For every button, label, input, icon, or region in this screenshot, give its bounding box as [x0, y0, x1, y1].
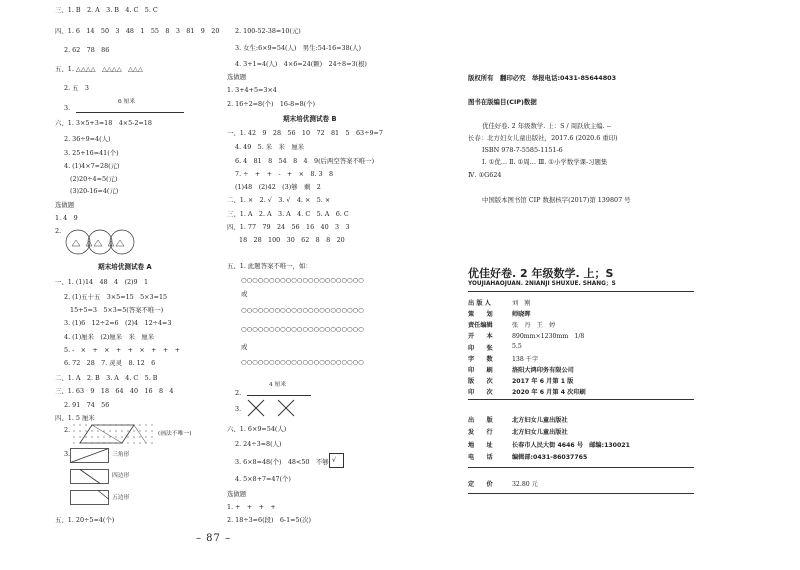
shape-pentagon-cut — [70, 490, 110, 506]
info-label: 字 数 — [468, 356, 493, 363]
answer-line: 3. 6×8=48(个) 48<50 不够 — [235, 458, 329, 466]
info-value: 2017 年 6 月第 1 版 — [512, 378, 574, 385]
publisher-label: 电 话 — [468, 454, 493, 461]
answer-line: 3. 25+16=41(个) — [64, 149, 119, 157]
measure-line — [76, 112, 184, 113]
answer-line: 2. — [235, 389, 242, 397]
shape-label: 五边形 — [112, 495, 130, 501]
price-label: 定 价 — [468, 481, 493, 488]
answer-line: 四、1. 77 79 24 56 16 40 3 3 — [227, 223, 350, 231]
cip-title: 图书在版编目(CIP)数据 — [468, 98, 537, 106]
info-value: 138 千字 — [512, 356, 539, 363]
answer-line: 3. — [235, 405, 242, 413]
measure-label: 6 厘米 — [118, 99, 136, 105]
publisher-label: 出 版 — [468, 417, 493, 424]
answer-line: 2. 62 78 86 — [64, 46, 110, 54]
info-value: 张 丹 王 婷 — [512, 322, 556, 329]
shape-quadrilateral-cut — [70, 469, 110, 485]
info-value: 师晓晖 — [512, 311, 531, 318]
info-value: 890mm×1230mm 1/8 — [512, 333, 585, 340]
answer-line: 4. 49 5. 米 米 厘米 — [235, 143, 305, 151]
measure-line — [247, 395, 311, 396]
answer-line: 六、1. 3×5+3=18 4×5-2=18 — [55, 119, 152, 127]
answer-line: 2. 16÷2=8(个) 16-8=8(个) — [227, 100, 316, 108]
answer-line: 5. - × + × + + × + + + — [64, 346, 180, 354]
answer-line: 2. 五 3 — [64, 84, 89, 92]
answer-line: 选做题 — [55, 201, 75, 209]
price-value: 32.80 元 — [512, 481, 538, 488]
publisher-label: 地 址 — [468, 442, 493, 449]
answer-line: 三、1. A 2. A 3. A 4. C 5. A 6. C — [227, 210, 349, 218]
info-label: 版 次 — [468, 378, 493, 385]
shape-label: 三角形 — [112, 452, 130, 458]
answer-line: 3. — [64, 104, 71, 112]
answer-line: 三、1. B 2. A 3. B 4. C 5. C — [55, 6, 158, 14]
measure-label: 4 厘米 — [269, 382, 287, 388]
info-label: 开 本 — [468, 333, 493, 340]
book-pinyin: YOUJIAHAOJUAN. 2NIANJI SHUXUE. SHANG；S — [468, 281, 616, 287]
divider — [468, 399, 694, 400]
answer-line: 或 — [241, 290, 248, 298]
answer-line: 2. 24÷3=8(人) — [235, 440, 282, 448]
answer-line: 4. 5×8+7=47(个) — [235, 475, 291, 483]
answer-line: 2. — [55, 227, 62, 235]
answer-line: 4. (1)4×7=28(元) — [64, 162, 120, 170]
info-value: 刘 刚 — [512, 300, 531, 307]
answer-line: (2)20÷4=5(元) — [70, 175, 118, 183]
answer-line: 五、1. △△△△ △△△△ △△△ — [55, 65, 143, 73]
answer-line: 2. — [64, 426, 71, 434]
circle-row: ○○○○○○○○○○○○○○○○○○○○○○ — [241, 306, 364, 314]
info-value: 2020 年 6 月第 4 次印刷 — [512, 389, 586, 396]
cip-line: Ⅰ. ①优… Ⅱ. ①周… Ⅲ. ①小学数学课-习题集 — [482, 158, 608, 166]
copyright-page — [460, 0, 760, 570]
answer-line: 1. 4 9 — [55, 214, 78, 222]
answer-line: 五、1. 此题答案不唯一，如： — [227, 262, 312, 270]
info-label: 印 次 — [468, 389, 493, 396]
answer-line: 一、1. 42 9 28 56 10 72 81 5 63÷9=7 — [227, 129, 383, 137]
answer-line: 一、1. (1)14 48 4 (2)9 1 — [55, 278, 149, 286]
answer-note: (画法不唯一) — [158, 431, 192, 437]
copyright-notice: 版权所有 翻印必究 举报电话:0431-85644803 — [468, 74, 617, 82]
info-label: 责任编辑 — [468, 322, 493, 329]
publisher-value: 长春市人民大街 4646 号 邮编:130021 — [512, 442, 630, 449]
answer-line: 6. 72 28 7. 灵灵 8. 12 6 — [64, 359, 156, 367]
check-mark: √ — [332, 456, 337, 464]
cip-line: 优佳好卷. 2 年级数学. 上：S / 周跃欣主编. -- — [482, 122, 612, 130]
answer-line: 3. — [64, 450, 71, 458]
section-title: 期末培优测试卷 A — [98, 263, 152, 271]
info-label: 印 刷 — [468, 367, 493, 374]
info-value: 5.5 — [512, 343, 522, 350]
answer-line: 2. 18÷3=6(段) 6-1=5(次) — [227, 516, 311, 524]
answer-line: 1. 3+4+5=3×4 — [227, 86, 277, 94]
answer-line: 1. + + + + — [227, 503, 276, 511]
divider — [468, 493, 694, 494]
answer-line: 2. (1)五十五 3×5=15 5×3=15 — [64, 293, 168, 301]
section-title: 期末培优测试卷 B — [283, 115, 337, 123]
publisher-value: 北方妇女儿童出版社 — [512, 417, 568, 424]
divider — [468, 291, 694, 292]
shape-label: 四边形 — [112, 473, 130, 479]
answer-line: 四、1. 5 厘米 — [55, 414, 95, 422]
answer-line: 2. 91 74 56 — [64, 401, 110, 409]
answer-line: 六、1. 6×9=54(人) — [227, 425, 287, 433]
answer-line: 或 — [241, 343, 248, 351]
venn-diagram — [60, 224, 145, 256]
answer-line: 2. 36÷9=4(人) — [64, 135, 111, 143]
circle-row: ○○○○○○○○○○○○○○○○○○○○○○ — [241, 276, 364, 284]
info-label: 出 版 人 — [468, 300, 491, 307]
info-value: 洛阳大鸿印务有限公司 — [512, 367, 574, 374]
page-number: – 87 – — [196, 533, 232, 544]
publisher-value: 编辑部:0431-86037765 — [512, 454, 588, 461]
answer-line: 4. (1)厘米 (2)厘米 米 厘米 — [64, 333, 155, 341]
cip-line: 中国版本图书馆 CIP 数据核字(2017)第 139807 号 — [482, 196, 631, 204]
info-label: 策 划 — [468, 311, 493, 318]
answer-line: 选做题 — [227, 490, 247, 498]
cip-line: Ⅳ. ①G624 — [468, 171, 502, 179]
crossed-sticks-figure — [247, 399, 297, 417]
left-answer-column — [0, 0, 230, 570]
middle-answer-column — [225, 0, 440, 570]
divider — [468, 467, 694, 468]
answer-line: 二、1. A 2. B 3. A 4. C 5. B — [55, 374, 158, 382]
answer-line: 3. (1)6 12÷2=6 (2)4 12÷4=3 — [64, 319, 172, 327]
answer-line: 4. 3+1=4(人) 4×6=24(颗) 24÷8=3(根) — [235, 60, 367, 68]
answer-line: 选做题 — [227, 73, 247, 81]
shape-triangle-cut — [70, 448, 110, 464]
answer-line: (3)20-16=4(元) — [70, 187, 119, 195]
answer-line: 18 28 100 30 62 8 8 20 — [239, 236, 345, 244]
info-label: 印 张 — [468, 345, 493, 352]
book-title: 优佳好卷. 2 年级数学. 上；S — [468, 267, 614, 280]
answer-line: 3. 女生:6×9=54(人) 男生:54-16=38(人) — [235, 44, 362, 52]
answer-line: 7. ÷ + + - + × 8. 3 8 — [235, 170, 334, 178]
cip-line: 长春：北方妇女儿童出版社，2017.6 (2020.6 重印) — [468, 134, 618, 142]
answer-line: 四、1. 6 14 50 3 48 1 55 8 3 81 9 20 — [55, 27, 220, 35]
answer-line: (1)48 (2)42 (3)够 剩 2 — [235, 183, 321, 191]
answer-line: 二、1. × 2. √ 3. √ 4. × 5. × — [227, 196, 331, 204]
circle-row: ○○○○○○○○○○○○○○○○○○○○○○ — [241, 325, 364, 333]
publisher-value: 北方妇女儿童出版社 — [512, 429, 568, 436]
answer-line: 6. 4 81 8 54 8 4 9(后两空答案不唯一) — [235, 157, 375, 165]
dot-grid-parallelogram — [72, 423, 154, 445]
cip-line: ISBN 978-7-5585-1151-6 — [482, 146, 563, 154]
answer-line: 15+5=3 5×3=5(答案不唯一) — [70, 306, 164, 314]
answer-line: 三、1. 63 9 18 64 40 16 8 4 — [55, 387, 174, 395]
answer-line: 2. 100-52-38=10(元) — [235, 27, 301, 35]
publisher-label: 发 行 — [468, 429, 493, 436]
answer-line: 五、1. 20÷5=4(个) — [55, 516, 115, 524]
circle-row: ○○○○○○○○○○○○○○○○○○○○○○ — [241, 358, 364, 366]
